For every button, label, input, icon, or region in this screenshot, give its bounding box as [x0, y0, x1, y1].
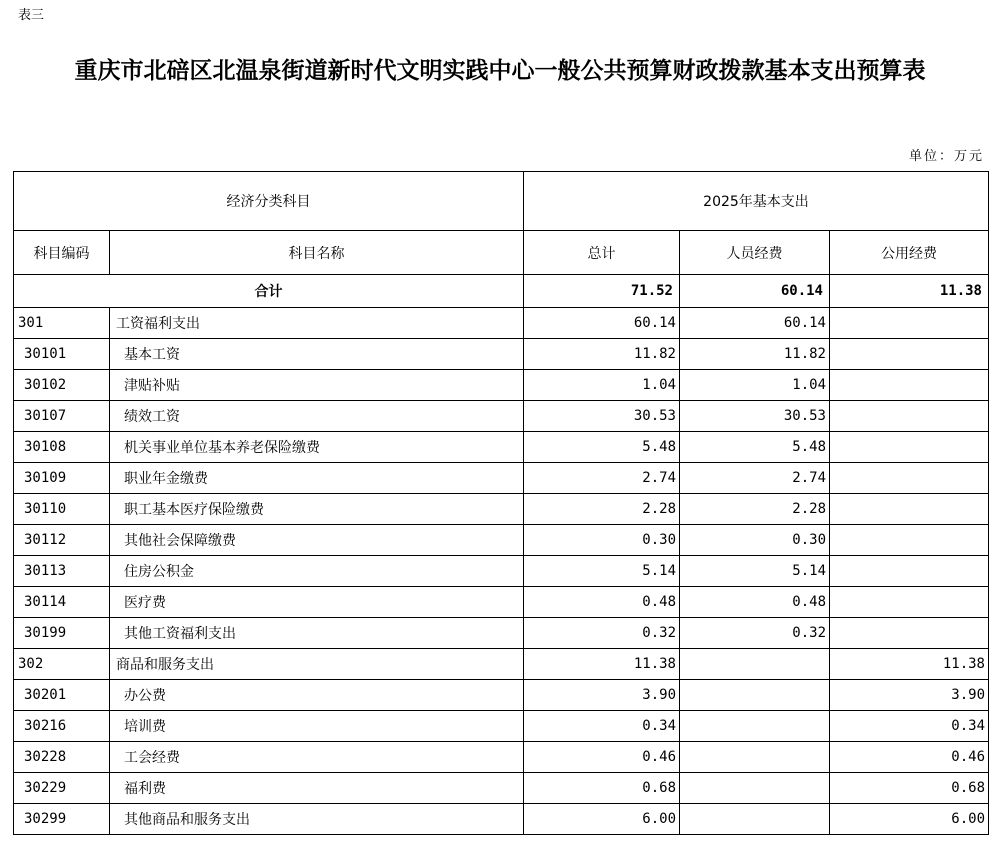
- unit-note: 单位：万元: [908, 149, 984, 164]
- row-name: 医疗费: [110, 587, 524, 618]
- row-personnel: 5.14: [680, 556, 830, 587]
- row-name: 其他工资福利支出: [110, 618, 524, 649]
- row-personnel: 2.28: [680, 494, 830, 525]
- row-total: 11.38: [524, 649, 680, 680]
- row-total: 0.34: [524, 711, 680, 742]
- document-title: 重庆市北碚区北温泉街道新时代文明实践中心一般公共预算财政拨款基本支出预算表: [74, 57, 926, 84]
- row-code: 30228: [14, 742, 110, 773]
- row-name: 绩效工资: [110, 401, 524, 432]
- row-public: [830, 308, 989, 339]
- row-code: 30107: [14, 401, 110, 432]
- row-name: 福利费: [110, 773, 524, 804]
- row-total: 0.30: [524, 525, 680, 556]
- row-total: 1.04: [524, 370, 680, 401]
- row-total: 0.48: [524, 587, 680, 618]
- row-personnel: [680, 773, 830, 804]
- row-personnel: 30.53: [680, 401, 830, 432]
- row-personnel: [680, 742, 830, 773]
- row-total: 30.53: [524, 401, 680, 432]
- table-row: [14, 370, 989, 401]
- row-public: 3.90: [830, 680, 989, 711]
- header-basic-expenditure-year: 2025年基本支出: [524, 172, 989, 231]
- table-number-label: 表三: [18, 8, 45, 23]
- table-row: [14, 463, 989, 494]
- table-row: [14, 680, 989, 711]
- header-economic-category: 经济分类科目: [14, 172, 524, 231]
- row-code: 30216: [14, 711, 110, 742]
- row-total: 3.90: [524, 680, 680, 711]
- row-total: 2.28: [524, 494, 680, 525]
- total-sum: 71.52: [524, 275, 680, 308]
- row-name: 工会经费: [110, 742, 524, 773]
- header-personnel-funds: 人员经费: [680, 231, 830, 275]
- row-personnel: 0.48: [680, 587, 830, 618]
- row-personnel: 2.74: [680, 463, 830, 494]
- table-row: [14, 494, 989, 525]
- header-subject-name: 科目名称: [110, 231, 524, 275]
- total-label: 合计: [14, 275, 524, 308]
- row-code: 30199: [14, 618, 110, 649]
- row-code: 301: [14, 308, 110, 339]
- row-personnel: 60.14: [680, 308, 830, 339]
- row-code: 30102: [14, 370, 110, 401]
- row-name: 职工基本医疗保险缴费: [110, 494, 524, 525]
- budget-table: [13, 171, 989, 835]
- row-personnel: [680, 804, 830, 835]
- row-name: 津贴补贴: [110, 370, 524, 401]
- table-row: [14, 401, 989, 432]
- row-total: 60.14: [524, 308, 680, 339]
- header-total: 总计: [524, 231, 680, 275]
- row-personnel: [680, 649, 830, 680]
- row-public: 0.68: [830, 773, 989, 804]
- row-public: 0.46: [830, 742, 989, 773]
- row-personnel: 0.32: [680, 618, 830, 649]
- table-row: [14, 773, 989, 804]
- row-total: 11.82: [524, 339, 680, 370]
- table-row: [14, 742, 989, 773]
- header-row-group: [14, 172, 989, 231]
- row-name: 其他社会保障缴费: [110, 525, 524, 556]
- row-public: [830, 556, 989, 587]
- row-name: 培训费: [110, 711, 524, 742]
- row-total: 0.46: [524, 742, 680, 773]
- row-personnel: [680, 680, 830, 711]
- row-personnel: 5.48: [680, 432, 830, 463]
- table-row: [14, 556, 989, 587]
- table-row: [14, 432, 989, 463]
- total-row: [14, 275, 989, 308]
- row-name: 职业年金缴费: [110, 463, 524, 494]
- row-total: 2.74: [524, 463, 680, 494]
- row-public: [830, 339, 989, 370]
- total-personnel: 60.14: [680, 275, 830, 308]
- row-name: 基本工资: [110, 339, 524, 370]
- row-public: 11.38: [830, 649, 989, 680]
- row-total: 5.14: [524, 556, 680, 587]
- row-public: [830, 587, 989, 618]
- row-code: 30110: [14, 494, 110, 525]
- row-code: 30109: [14, 463, 110, 494]
- row-total: 5.48: [524, 432, 680, 463]
- row-public: [830, 494, 989, 525]
- row-public: [830, 525, 989, 556]
- row-personnel: [680, 711, 830, 742]
- table-row: [14, 711, 989, 742]
- row-name: 工资福利支出: [110, 308, 524, 339]
- row-total: 6.00: [524, 804, 680, 835]
- row-public: [830, 370, 989, 401]
- total-public: 11.38: [830, 275, 989, 308]
- row-total: 0.32: [524, 618, 680, 649]
- row-personnel: 1.04: [680, 370, 830, 401]
- row-code: 30108: [14, 432, 110, 463]
- row-public: [830, 401, 989, 432]
- header-subject-code: 科目编码: [14, 231, 110, 275]
- table-row: [14, 804, 989, 835]
- row-code: 30101: [14, 339, 110, 370]
- table-row: [14, 618, 989, 649]
- row-public: 0.34: [830, 711, 989, 742]
- row-code: 302: [14, 649, 110, 680]
- row-personnel: 11.82: [680, 339, 830, 370]
- table-row: [14, 339, 989, 370]
- row-name: 商品和服务支出: [110, 649, 524, 680]
- row-public: [830, 463, 989, 494]
- row-public: 6.00: [830, 804, 989, 835]
- header-public-funds: 公用经费: [830, 231, 989, 275]
- header-row-columns: [14, 231, 989, 275]
- table-row: [14, 525, 989, 556]
- row-name: 机关事业单位基本养老保险缴费: [110, 432, 524, 463]
- row-total: 0.68: [524, 773, 680, 804]
- row-public: [830, 618, 989, 649]
- row-code: 30114: [14, 587, 110, 618]
- row-code: 30112: [14, 525, 110, 556]
- table-row: [14, 587, 989, 618]
- row-personnel: 0.30: [680, 525, 830, 556]
- row-code: 30113: [14, 556, 110, 587]
- row-code: 30299: [14, 804, 110, 835]
- row-code: 30201: [14, 680, 110, 711]
- table-row: [14, 649, 989, 680]
- row-code: 30229: [14, 773, 110, 804]
- row-public: [830, 432, 989, 463]
- row-name: 办公费: [110, 680, 524, 711]
- row-name: 住房公积金: [110, 556, 524, 587]
- row-name: 其他商品和服务支出: [110, 804, 524, 835]
- table-row: [14, 308, 989, 339]
